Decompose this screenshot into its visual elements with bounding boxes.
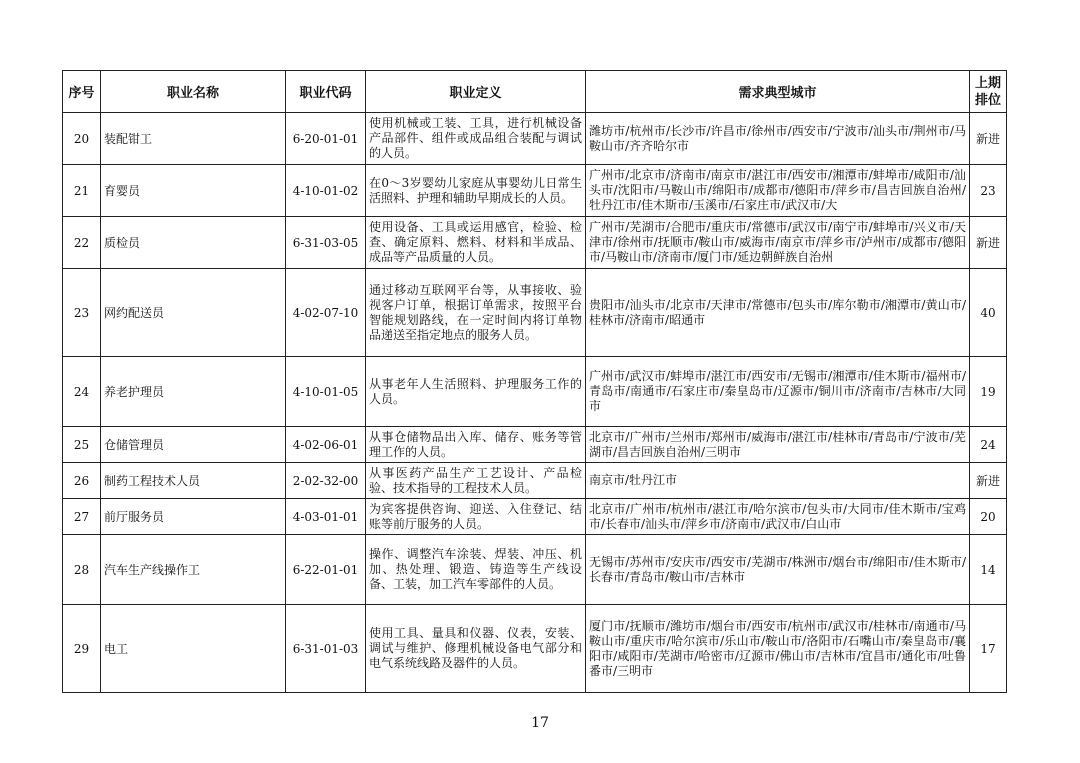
row-cities: 北京市/广州市/杭州市/湛江市/哈尔滨市/包头市/大同市/佳木斯市/宝鸡市/长春市/汕头市/萍乡市/济南市/武汉市/白山市	[586, 499, 970, 535]
row-occupation-name: 汽车生产线操作工	[101, 535, 286, 605]
table-row	[63, 463, 1007, 499]
header-cities: 需求典型城市	[586, 71, 970, 113]
row-no: 22	[63, 217, 101, 269]
row-cities: 无锡市/苏州市/安庆市/西安市/芜湖市/株洲市/烟台市/绵阳市/佳木斯市/长春市/青岛市/鞍山市/吉林市	[586, 535, 970, 605]
header-row	[63, 71, 1007, 113]
row-no: 26	[63, 463, 101, 499]
row-rank: 24	[970, 427, 1007, 463]
row-rank: 40	[970, 269, 1007, 357]
row-no: 27	[63, 499, 101, 535]
row-occupation-code: 6-31-01-03	[286, 605, 366, 693]
row-no: 24	[63, 357, 101, 427]
row-occupation-code: 6-31-03-05	[286, 217, 366, 269]
table-row	[63, 165, 1007, 217]
row-rank: 新进	[970, 217, 1007, 269]
row-definition: 操作、调整汽车涂装、焊装、冲压、机加、热处理、锻造、铸造等生产线设备、工装，加工汽车零部件的人员。	[366, 535, 586, 605]
table-body	[63, 113, 1007, 693]
row-occupation-name: 养老护理员	[101, 357, 286, 427]
row-definition: 通过移动互联网平台等，从事接收、验视客户订单，根据订单需求，按照平台智能规划路线，在一定时间内将订单物品递送至指定地点的服务人员。	[366, 269, 586, 357]
table-row	[63, 427, 1007, 463]
row-definition: 为宾客提供咨询、迎送、入住登记、结账等前厅服务的人员。	[366, 499, 586, 535]
row-definition: 使用机械或工装、工具，进行机械设备产品部件、组件或成品组合装配与调试的人员。	[366, 113, 586, 165]
table-row	[63, 499, 1007, 535]
header-definition: 职业定义	[366, 71, 586, 113]
table-row	[63, 113, 1007, 165]
row-cities: 潍坊市/杭州市/长沙市/许昌市/徐州市/西安市/宁波市/汕头市/荆州市/马鞍山市/齐齐哈尔市	[586, 113, 970, 165]
row-occupation-code: 4-10-01-02	[286, 165, 366, 217]
row-cities: 厦门市/抚顺市/潍坊市/烟台市/西安市/杭州市/武汉市/桂林市/南通市/马鞍山市/重庆市/哈尔滨市/乐山市/鞍山市/洛阳市/石嘴山市/秦皇岛市/襄阳市/咸阳市/芜湖市/哈密市/辽源市/佛山市/吉林市/宜昌市/通化市/吐鲁番市/三明市	[586, 605, 970, 693]
table-row	[63, 269, 1007, 357]
row-occupation-name: 电工	[101, 605, 286, 693]
row-occupation-code: 4-03-01-01	[286, 499, 366, 535]
row-rank: 新进	[970, 463, 1007, 499]
row-definition: 从事医药产品生产工艺设计、产品检验、技术指导的工程技术人员。	[366, 463, 586, 499]
row-occupation-name: 育婴员	[101, 165, 286, 217]
row-occupation-code: 6-20-01-01	[286, 113, 366, 165]
row-no: 25	[63, 427, 101, 463]
row-occupation-name: 仓储管理员	[101, 427, 286, 463]
header-code: 职业代码	[286, 71, 366, 113]
page-number: 17	[531, 715, 549, 731]
row-occupation-code: 6-22-01-01	[286, 535, 366, 605]
row-cities: 广州市/北京市/济南市/南京市/湛江市/西安市/湘潭市/蚌埠市/咸阳市/汕头市/沈阳市/马鞍山市/绵阳市/成都市/德阳市/萍乡市/昌吉回族自治州/牡丹江市/佳木斯市/玉溪市/石家庄市/武汉市/大	[586, 165, 970, 217]
row-occupation-code: 2-02-32-00	[286, 463, 366, 499]
row-rank: 23	[970, 165, 1007, 217]
header-no: 序号	[63, 71, 101, 113]
row-occupation-name: 装配钳工	[101, 113, 286, 165]
row-cities: 贵阳市/汕头市/北京市/天津市/常德市/包头市/库尔勒市/湘潭市/黄山市/桂林市/济南市/昭通市	[586, 269, 970, 357]
occupation-table	[62, 70, 1007, 693]
header-name: 职业名称	[101, 71, 286, 113]
row-occupation-name: 质检员	[101, 217, 286, 269]
row-rank: 17	[970, 605, 1007, 693]
row-definition: 从事老年人生活照料、护理服务工作的人员。	[366, 357, 586, 427]
row-definition: 在0～3岁婴幼儿家庭从事婴幼儿日常生活照料、护理和辅助早期成长的人员。	[366, 165, 586, 217]
table-row	[63, 605, 1007, 693]
row-occupation-code: 4-10-01-05	[286, 357, 366, 427]
row-no: 21	[63, 165, 101, 217]
row-no: 20	[63, 113, 101, 165]
row-occupation-name: 前厅服务员	[101, 499, 286, 535]
row-no: 23	[63, 269, 101, 357]
table-row	[63, 217, 1007, 269]
row-no: 29	[63, 605, 101, 693]
row-cities: 北京市/广州市/兰州市/郑州市/威海市/湛江市/桂林市/青岛市/宁波市/芜湖市/昌吉回族自治州/三明市	[586, 427, 970, 463]
row-cities: 广州市/芜湖市/合肥市/重庆市/常德市/武汉市/南宁市/蚌埠市/兴义市/天津市/徐州市/抚顺市/鞍山市/威海市/南京市/萍乡市/泸州市/成都市/德阳市/马鞍山市/济南市/厦门市/延边朝鲜族自治州	[586, 217, 970, 269]
table-row	[63, 357, 1007, 427]
row-definition: 使用工具、量具和仪器、仪表，安装、调试与维护、修理机械设备电气部分和电气系统线路及器件的人员。	[366, 605, 586, 693]
row-rank: 14	[970, 535, 1007, 605]
row-cities: 广州市/武汉市/蚌埠市/湛江市/西安市/无锡市/湘潭市/佳木斯市/福州市/青岛市/南通市/石家庄市/秦皇岛市/辽源市/铜川市/济南市/吉林市/大同市	[586, 357, 970, 427]
row-occupation-code: 4-02-06-01	[286, 427, 366, 463]
row-occupation-code: 4-02-07-10	[286, 269, 366, 357]
row-cities: 南京市/牡丹江市	[586, 463, 970, 499]
row-rank: 新进	[970, 113, 1007, 165]
header-rank: 上期排位	[970, 71, 1007, 113]
row-rank: 19	[970, 357, 1007, 427]
row-occupation-name: 网约配送员	[101, 269, 286, 357]
row-definition: 从事仓储物品出入库、储存、账务等管理工作的人员。	[366, 427, 586, 463]
row-rank: 20	[970, 499, 1007, 535]
row-occupation-name: 制药工程技术人员	[101, 463, 286, 499]
table-row	[63, 535, 1007, 605]
row-definition: 使用设备、工具或运用感官，检验、检查、确定原料、燃料、材料和半成品、成品等产品质量的人员。	[366, 217, 586, 269]
row-no: 28	[63, 535, 101, 605]
